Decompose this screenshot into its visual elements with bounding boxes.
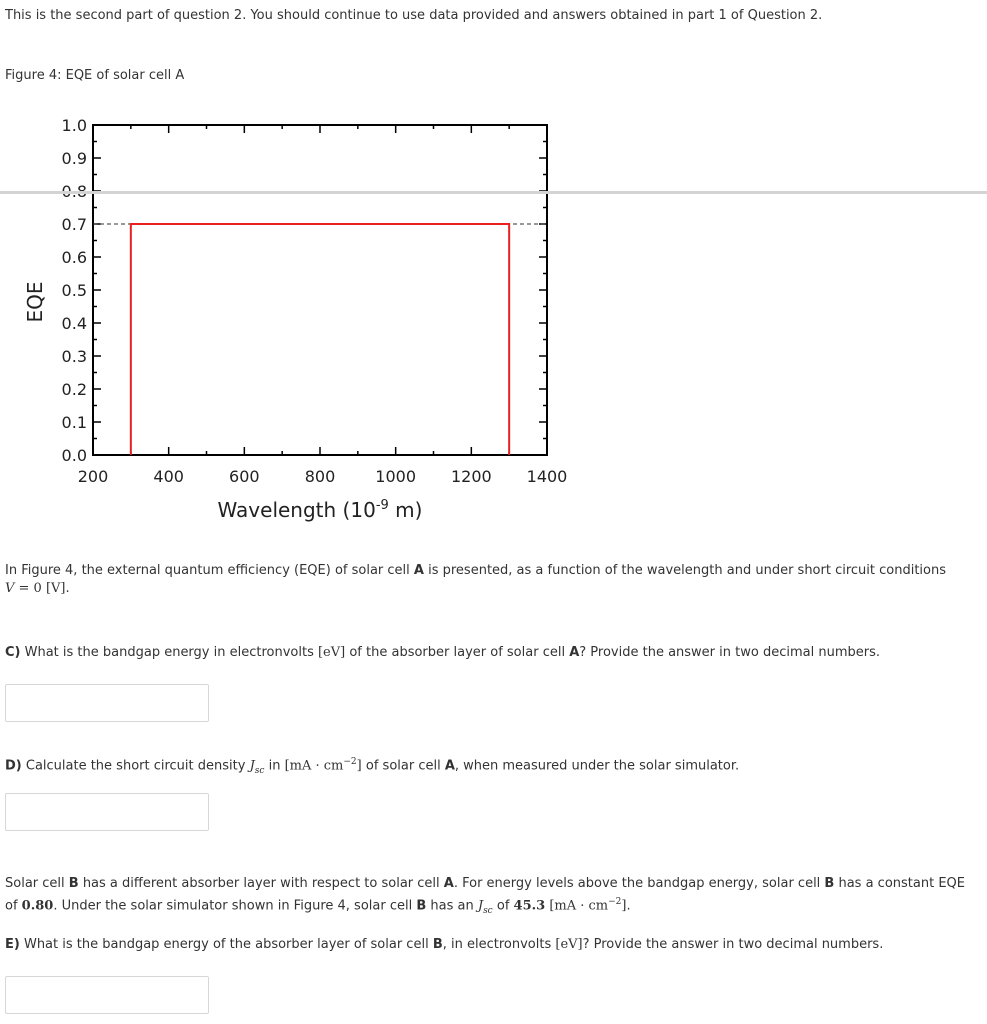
- x-tick-label: 800: [304, 467, 336, 486]
- x-tick-label: 1200: [450, 467, 492, 486]
- y-tick-label: 0.2: [61, 380, 87, 399]
- cell-b-description: Solar cell B has a different absorber layer with respect to solar cell A. For energy levels above the bandgap energy, solar cell B has a constant EQE of 0.80. Under the solar simulator shown in Figure 4, solar cell B has an $J_{sc}$ of 45.3 $[mA \cdot cm^{-2}]$.: [5, 876, 965, 916]
- y-tick-label: 0.5: [61, 281, 87, 300]
- question-d: D) Calculate the short circuit density $J_{sc}$ in $[mA \cdot cm^{-2}]$ of solar cell A, when measured under the solar simulator.: [5, 757, 740, 776]
- answer-d-input[interactable]: [5, 793, 209, 831]
- x-tick-label: 600: [229, 467, 260, 486]
- eqe-chart: [0, 100, 600, 540]
- series-line-0: [131, 224, 509, 455]
- intro-text: This is the second part of question 2. You should continue to use data provided and answers obtained in part 1 of Question 2.: [5, 8, 823, 23]
- y-tick-label: 0.9: [61, 149, 87, 168]
- x-tick-label: 400: [153, 467, 184, 486]
- answer-c-input[interactable]: [5, 684, 209, 722]
- answer-e-input[interactable]: [5, 976, 209, 1014]
- x-tick-label: 1000: [375, 467, 417, 486]
- x-axis-label: Wavelength ($10^{-9}$ m): [217, 498, 423, 522]
- x-tick-label: 1400: [526, 467, 568, 486]
- y-tick-label: 0.6: [61, 248, 87, 267]
- y-tick-label: 0.7: [61, 215, 87, 234]
- question-c: C) What is the bandgap energy in electronvolts [eV] of the absorber layer of solar cell A? Provide the answer in two decimal numbers.: [5, 645, 880, 660]
- question-e: E) What is the bandgap energy of the absorber layer of solar cell B, in electronvolts [eV]? Provide the answer in two decimal numbers.: [5, 937, 884, 952]
- figure-description: In Figure 4, the external quantum efficiency (EQE) of solar cell A is presented, as a function of the wavelength and under short circuit conditions V = 0 [V].: [5, 563, 947, 596]
- divider: [0, 191, 987, 194]
- y-tick-label: 1.0: [61, 116, 87, 135]
- y-tick-label: 0.4: [61, 314, 87, 333]
- figure-caption: Figure 4: EQE of solar cell A: [5, 68, 185, 83]
- y-tick-label: 0.0: [61, 446, 87, 465]
- y-axis-label: EQE: [23, 281, 47, 323]
- x-tick-label: 200: [77, 467, 109, 486]
- y-tick-label: 0.3: [61, 347, 87, 366]
- plot-frame: [93, 125, 547, 455]
- y-tick-label: 0.1: [61, 413, 87, 432]
